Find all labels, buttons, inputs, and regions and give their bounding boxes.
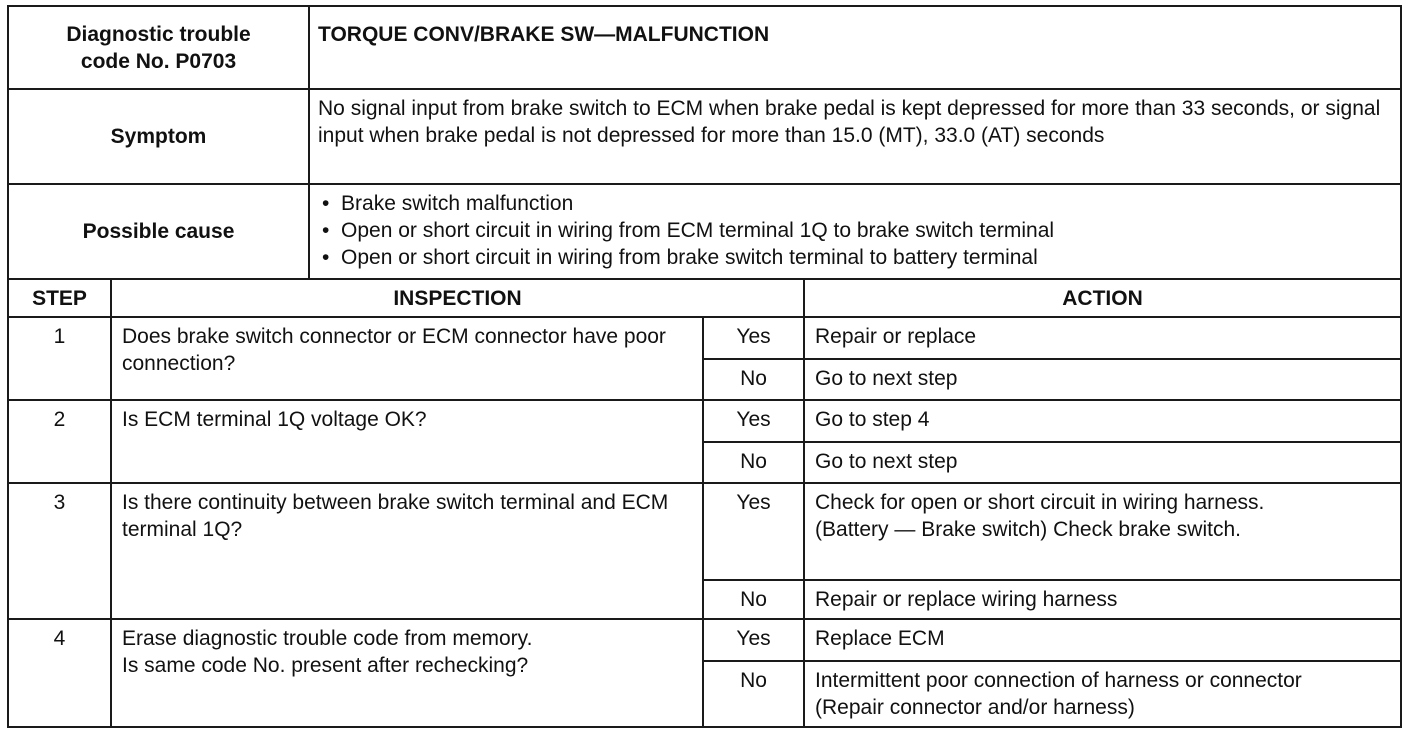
no-label: No — [703, 661, 804, 727]
step-inspection: Is there continuity between brake switch terminal and ECM terminal 1Q? — [111, 483, 703, 619]
no-action — [804, 661, 1401, 727]
cause-item: • Open or short circuit in wiring from ECM terminal 1Q to brake switch terminal — [318, 217, 1390, 244]
yes-action: Go to step 4 — [804, 400, 1401, 442]
no-action: Go to next step — [804, 442, 1401, 483]
no-label: No — [703, 442, 804, 483]
diagnostic-table — [7, 5, 1402, 728]
code-label-line1: Diagnostic trouble — [66, 22, 251, 46]
step-inspection: Does brake switch connector or ECM connector have poor connection? — [111, 317, 703, 400]
step-row — [8, 483, 1401, 580]
step-row — [8, 400, 1401, 442]
cause-item: • Open or short circuit in wiring from brake switch terminal to battery terminal — [318, 244, 1390, 271]
step-number: 3 — [8, 483, 111, 619]
no-label: No — [703, 359, 804, 400]
step-number: 1 — [8, 317, 111, 400]
inspection-line: Is same code No. present after rechecking? — [122, 654, 529, 677]
possible-cause-list — [318, 190, 1390, 271]
no-action: Repair or replace wiring harness — [804, 580, 1401, 619]
code-label-line2: code No. P0703 — [80, 49, 237, 73]
possible-cause-cell — [309, 184, 1401, 279]
yes-action: Replace ECM — [804, 619, 1401, 661]
code-label-cell — [8, 6, 309, 89]
step-inspection: Is ECM terminal 1Q voltage OK? — [111, 400, 703, 483]
symptom-row — [8, 89, 1401, 184]
step-row — [8, 317, 1401, 359]
yes-action-line: (Battery — Brake switch) Check brake switch. — [815, 518, 1241, 541]
symptom-label: Symptom — [8, 89, 309, 184]
yes-label: Yes — [703, 483, 804, 580]
yes-label: Yes — [703, 400, 804, 442]
cause-item: • Brake switch malfunction — [318, 190, 1390, 217]
step-number: 4 — [8, 619, 111, 727]
yes-action — [804, 483, 1401, 580]
dtc-title: TORQUE CONV/BRAKE SW—MALFUNCTION — [309, 6, 1401, 89]
yes-action: Repair or replace — [804, 317, 1401, 359]
possible-cause-row — [8, 184, 1401, 279]
action-column-header: ACTION — [804, 279, 1401, 317]
no-action: Go to next step — [804, 359, 1401, 400]
step-inspection — [111, 619, 703, 727]
column-header-row — [8, 279, 1401, 317]
code-row — [8, 6, 1401, 89]
symptom-text: No signal input from brake switch to ECM when brake pedal is kept depressed for more than 33 seconds, or signal input when brake pedal is not depressed for more than 15.0 (MT), 33.0 (AT) seconds — [309, 89, 1401, 184]
yes-label: Yes — [703, 317, 804, 359]
no-action-line: Intermittent poor connection of harness or connector — [815, 669, 1302, 692]
yes-action-line: Check for open or short circuit in wiring harness. — [815, 491, 1265, 514]
no-label: No — [703, 580, 804, 619]
no-action-line: (Repair connector and/or harness) — [815, 696, 1135, 719]
possible-cause-label: Possible cause — [8, 184, 309, 279]
step-number: 2 — [8, 400, 111, 483]
inspection-line: Erase diagnostic trouble code from memory. — [122, 627, 533, 650]
step-row — [8, 619, 1401, 661]
step-column-header: STEP — [8, 279, 111, 317]
inspection-column-header: INSPECTION — [111, 279, 804, 317]
yes-label: Yes — [703, 619, 804, 661]
